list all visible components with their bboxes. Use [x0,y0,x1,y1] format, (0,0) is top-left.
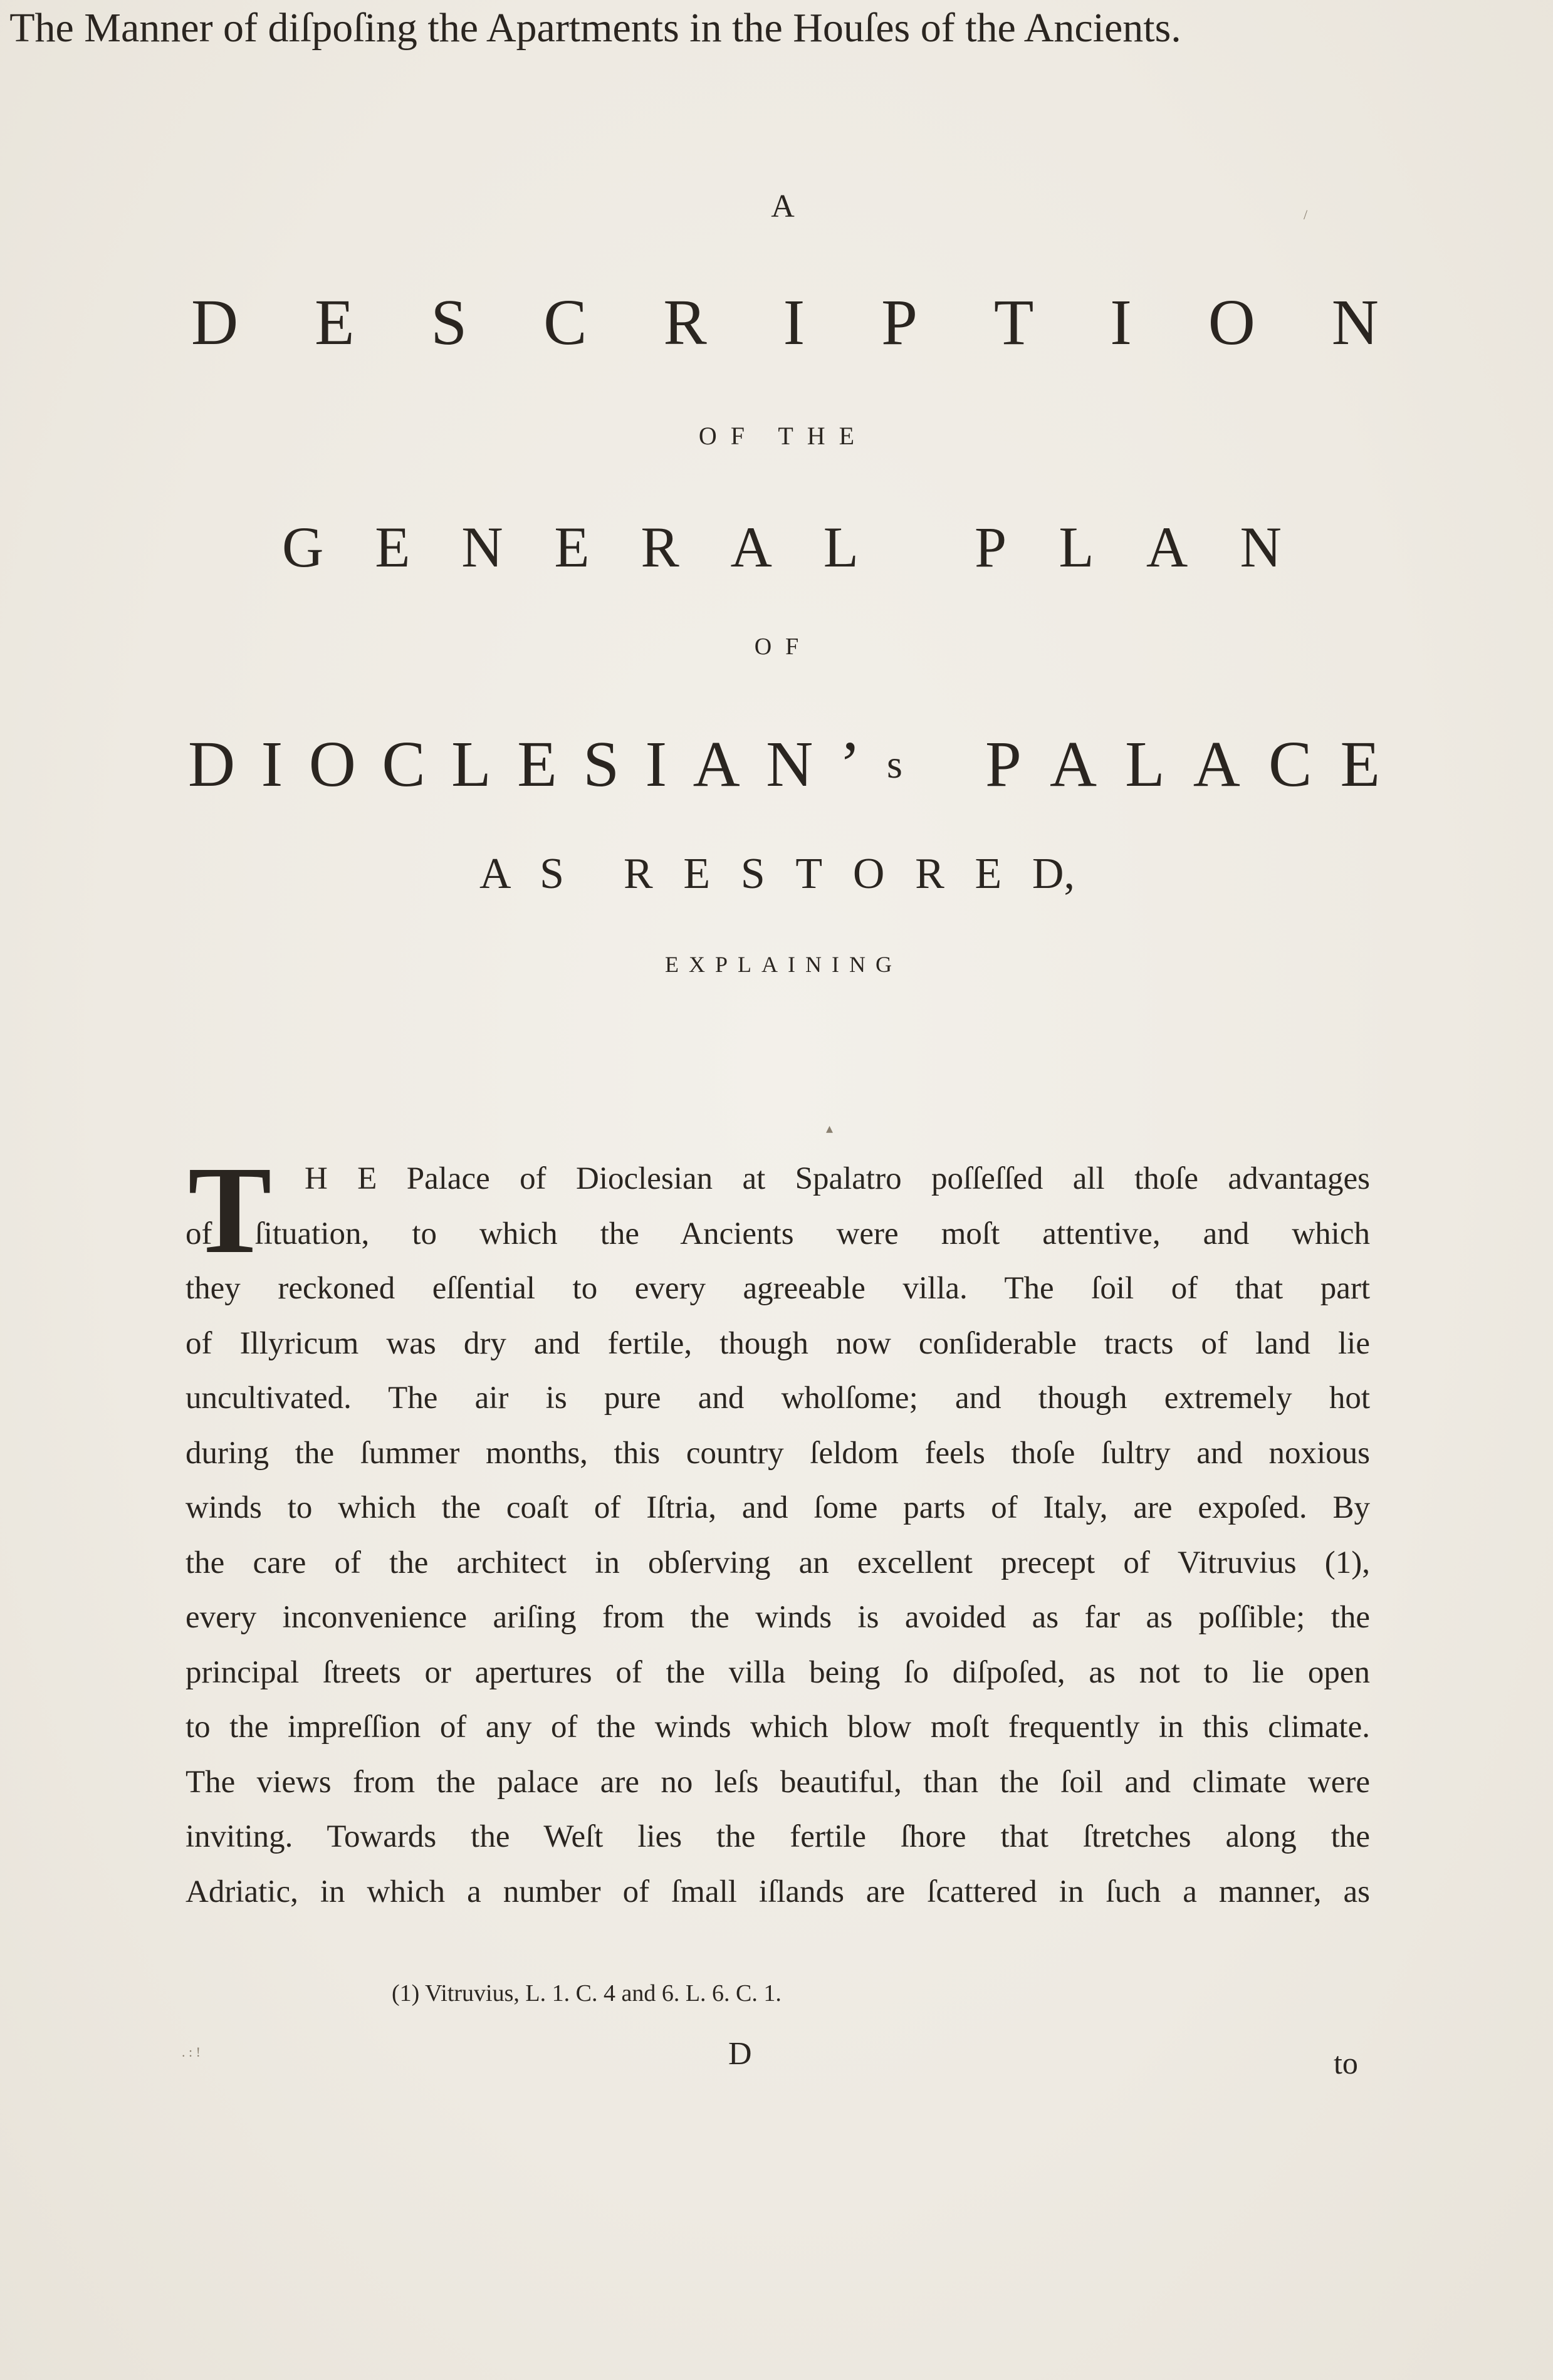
title-letter: A [730,515,772,579]
title-letter: E [975,850,1002,898]
title-letter: N [766,728,813,800]
body-line: uncultivated. The air is pure and wholſome; and though extremely hot [186,1381,1370,1416]
title-letter: L [451,728,491,800]
title-letter: L [1125,728,1165,800]
title-letter: R [624,850,653,898]
title-letter: D [188,728,236,800]
title-letter: E [375,515,410,579]
title-general [282,513,859,582]
body-text [186,1141,1370,1919]
footnote: (1) Vitruvius, L. 1. C. 4 and 6. L. 6. C. 1. [392,1980,782,2007]
title-letter: I [261,728,283,800]
title-letter: L [823,515,859,579]
title-letter: O [1208,286,1255,358]
title-letter: R [915,850,944,898]
body-line: inviting. Towards the Weſt lies the fertile ſhore that ſtretches along the [186,1819,1370,1854]
body-line: of Illyricum was dry and fertile, though now conſiderable tracts of land lie [186,1325,1370,1361]
title-letter: R [641,515,679,579]
title-palace [985,727,1380,802]
title-letter: I [1110,286,1132,358]
body-line: during the ſummer months, this country ſeldom feels thoſe ſultry and noxious [186,1435,1370,1471]
drop-cap: T [188,1141,272,1280]
title-letter: A [693,728,740,800]
paper-speck: . : ! [182,2044,201,2060]
subtitle: The Manner of diſpoſing the Apartments in the Houſes of the Ancients. [9,5,1181,51]
body-line: principal ſtreets or apertures of the villa being ſo diſpoſed, as not to lie open [186,1654,1370,1690]
title-explaining: EXPLAINING [665,952,902,977]
title-letter: E [314,286,355,358]
body-line: to the impreſſion of any of the winds which blow moſt frequently in this climate. [186,1709,1370,1745]
title-letter: O [308,728,356,800]
title-of: OF [754,634,813,660]
body-line: H E Palace of Dioclesian at Spalatro poſſeſſed all thoſe advantages [305,1161,1370,1196]
title-letter: T [795,850,823,898]
body-line: the care of the architect in obſerving an excellent precept of Vitruvius (1), [186,1545,1370,1580]
title-letter: ’ [839,728,861,800]
title-letter: P [985,728,1022,800]
title-letter: A [1146,515,1188,579]
title-letter: s [886,742,902,786]
title-letter: S [740,850,765,898]
body-line: of ſituation, to which the Ancients were moſt attentive, and which [186,1216,1370,1251]
title-letter: A [1049,728,1097,800]
title-letter: C [1268,728,1312,800]
signature-mark: D [728,2036,752,2072]
title-letter: P [881,286,918,358]
title-letter: E [683,850,711,898]
title-restored [624,846,1075,902]
title-letter: E [1340,728,1380,800]
body-line: The views from the palace are no leſs beautiful, than the ſoil and climate were [186,1764,1370,1800]
paper-speck: / [1304,207,1308,222]
body-line: they reckoned eſſential to every agreeable villa. The ſoil of that part [186,1271,1370,1306]
title-letter: G [282,515,324,579]
body-line: every inconvenience ariſing from the winds is avoided as far as poſſible; the [186,1600,1370,1635]
body-line: winds to which the coaſt of Iſtria, and ſome parts of Italy, are expoſed. By [186,1490,1370,1525]
title-letter: T [993,286,1034,358]
title-of-the: OF THE [698,422,869,450]
title-as [479,846,564,902]
title-letter: A [479,850,511,898]
title-letter: O [852,850,885,898]
title-letter: C [382,728,426,800]
title-plan [975,513,1282,582]
title-letter: C [543,286,587,358]
title-letter: P [975,515,1007,579]
title-letter: N [461,515,503,579]
ornament-mark: ▴ [826,1120,834,1136]
title-letter: I [783,286,805,358]
title-letter: S [540,850,564,898]
title-letter: R [663,286,707,358]
title-description [191,285,1379,360]
title-letter: E [517,728,557,800]
title-letter: S [583,728,620,800]
title-letter: D, [1032,850,1075,898]
title-letter: S [431,286,468,358]
body-line: Adriatic, in which a number of ſmall iſlands are ſcattered in ſuch a manner, as [186,1874,1370,1909]
title-letter: A [1193,728,1240,800]
title-dioclesians [188,727,902,802]
title-letter: N [1240,515,1282,579]
title-letter: I [645,728,667,800]
title-letter: L [1059,515,1094,579]
title-letter: D [191,286,239,358]
title-article: A [771,189,796,224]
title-letter: N [1331,286,1379,358]
catchword: to [1334,2045,1358,2080]
title-letter: E [554,515,590,579]
